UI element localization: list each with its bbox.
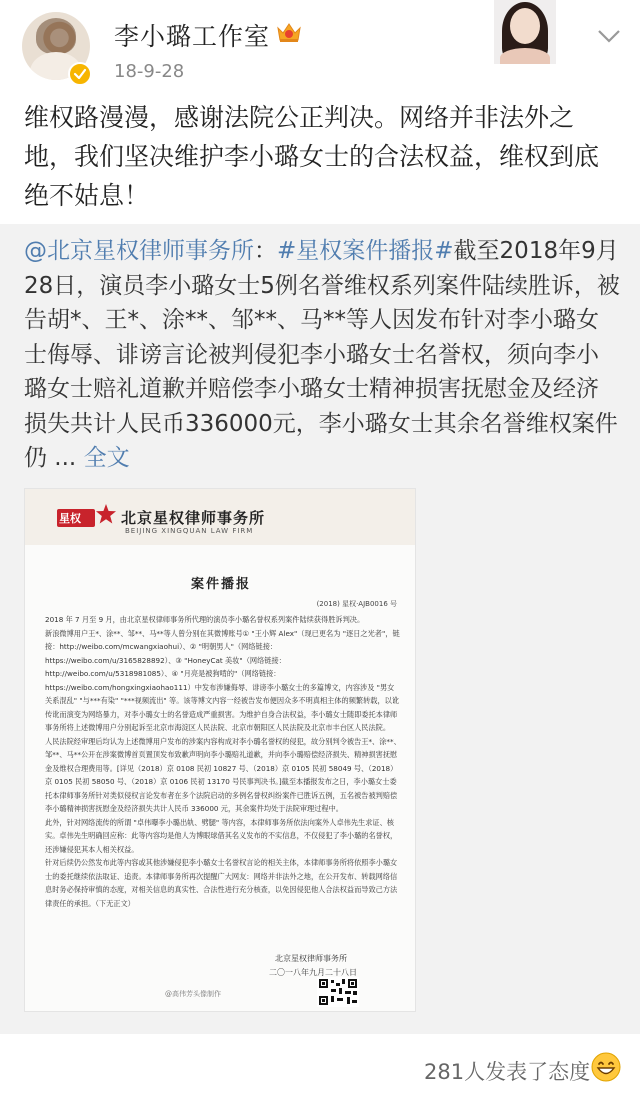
chevron-down-icon[interactable] [596, 26, 622, 46]
thumb-face [510, 8, 540, 44]
grin-emoji-icon[interactable] [591, 1052, 621, 1082]
crown-member-icon[interactable] [275, 20, 303, 44]
firm-name-en: BEIJING XINGQUAN LAW FIRM [125, 527, 254, 535]
repost-body: 截至2018年9月28日，演员李小璐女士5例名誉维权系列案件陆续胜诉，被告胡*、王*、涂**、邹**、马**等人因发布针对李小璐女士侮辱、诽谤言论被判侵犯李小璐女士名誉权，须向李小璐女士赔礼道歉并赔偿李小璐女士精神损害抚慰金及经济损失共计人民币336000元，李小璐女士其余名誉维权案件仍 ... [24, 238, 620, 471]
repost-text [24, 234, 620, 476]
username[interactable]: 李小璐工作室 [114, 22, 271, 51]
document-body: 2018 年 7 月至 9 月，由北京星权律师事务所代理的演员李小璐名誉权系列案件陆续获得胜诉判决。 新浪微博用户王*、涂**、邹**、马**等人曾分别在其微博账号① "王小辉 Alex"（现已更名为 "逐日之光者"，链接：http://weibo.com/mcwangxiaohui）、② "明朝男人"（网络链接：https://weibo.com/u/3165828892）、③ "HoneyCat 美妆"（网络链接：http://weibo.com/u/5318981085）、④ "月亮是被狗啃的"（网络链接：https://weibo.com/hongxingxiaohao111）中发布涉嫌侮辱、诽谤李小璐女士的多篇博文，内容涉及 "男女关系混乱" "与***有染" "***视频流出" 等。该等博文内容一经被告发布便因众多不明真相主体的频繁转载，以讹传讹而演变为网络暴力，对李小璐女士的名誉造成严重损害。为维护自身合法权益，李小璐女士随即委托本律师事务所将上述微博用户分别起诉至北京市海淀区人民法院、北京市朝阳区人民法院及北京市丰台区人民法院。 人民法院经审理后均认为上述微博用户发布的涉案内容构成对李小璐名誉权的侵犯，故分别判令被告王*、涂**、邹**、马**公开在涉案微博首页置顶发布致歉声明向李小璐赔礼道歉，并向李小璐赔偿经济损失、精神损害抚慰金及维权合理费用等。[详见（2018）京 0108 民初 10827 号、（2018）京 0105 民初 58049 号、（2018）京 0105 民初 58050 号、（2018）京 0106 民初 13170 号民事判决书。]截至本播报发布之日，李小璐女士委托本律师事务所针对类似侵权言论发布者在多个法院启动的多例名誉权纠纷案件已胜诉五例，五名被告被判赔偿李小璐精神损害抚慰金及经济损失共计人民币 336000 元，其余案件均处于法院审理过程中。 此外，针对网络流传的所谓 "卓伟曝李小璐出轨、劈腿" 等内容，本律师事务所依法向案外人卓伟先生求证、核实。卓伟先生明确回应称：此等内容均是他人为博眼球借其名义发布的不实信息，不仅侵犯了李小璐的名誉权，还涉嫌侵犯其本人相关权益。 针对后续仍公然发布此等内容或其他涉嫌侵犯李小璐女士名誉权言论的相关主体，本律师事务所将依照李小璐女士的委托继续依法取证、追责。本律师事务所再次提醒广大网友：网络并非法外之地，在公开发布、转载网络信息时务必保持审慎的态度，对相关信息的真实性、合法性进行充分核查，以免因侵犯他人合法权益而导致己方法律责任的承担。（下无正文） [45, 615, 401, 908]
verified-badge-icon [68, 62, 92, 86]
document-signature-date: 二〇一八年九月二十八日 [269, 968, 357, 977]
thumb-shoulder [500, 48, 550, 64]
qr-code-icon [317, 977, 359, 1007]
firm-logo-text: 星权 [59, 512, 81, 525]
star-icon [95, 503, 117, 525]
document-number: (2018) 星权·AJB0016 号 [316, 600, 397, 608]
avatar-hair [36, 18, 76, 54]
attached-document-image[interactable] [24, 488, 416, 1012]
document-title: 案件播报 [190, 577, 251, 592]
full-text-link[interactable]: 全文 [83, 445, 130, 471]
post-header [0, 0, 640, 95]
firm-name: 北京星权律师事务所 [121, 509, 266, 527]
profile-card-image[interactable] [494, 0, 556, 64]
mention-link[interactable]: @北京星权律师事务所 [24, 238, 254, 264]
post-text: 维权路漫漫，感谢法院公正判决。网络并非法外之地，我们坚决维护李小璐女士的合法权益，维权到底绝不姑息！ [24, 103, 600, 210]
reactions-count[interactable]: 281人发表了态度 [424, 1060, 591, 1084]
image-credit: @高伟芳头像制作 [165, 990, 221, 998]
hashtag-link[interactable]: #星权案件播报# [277, 238, 454, 264]
document-signature-firm: 北京星权律师事务所 [275, 954, 347, 963]
repost-separator: ： [254, 238, 277, 264]
post-date: 18-9-28 [114, 61, 185, 82]
